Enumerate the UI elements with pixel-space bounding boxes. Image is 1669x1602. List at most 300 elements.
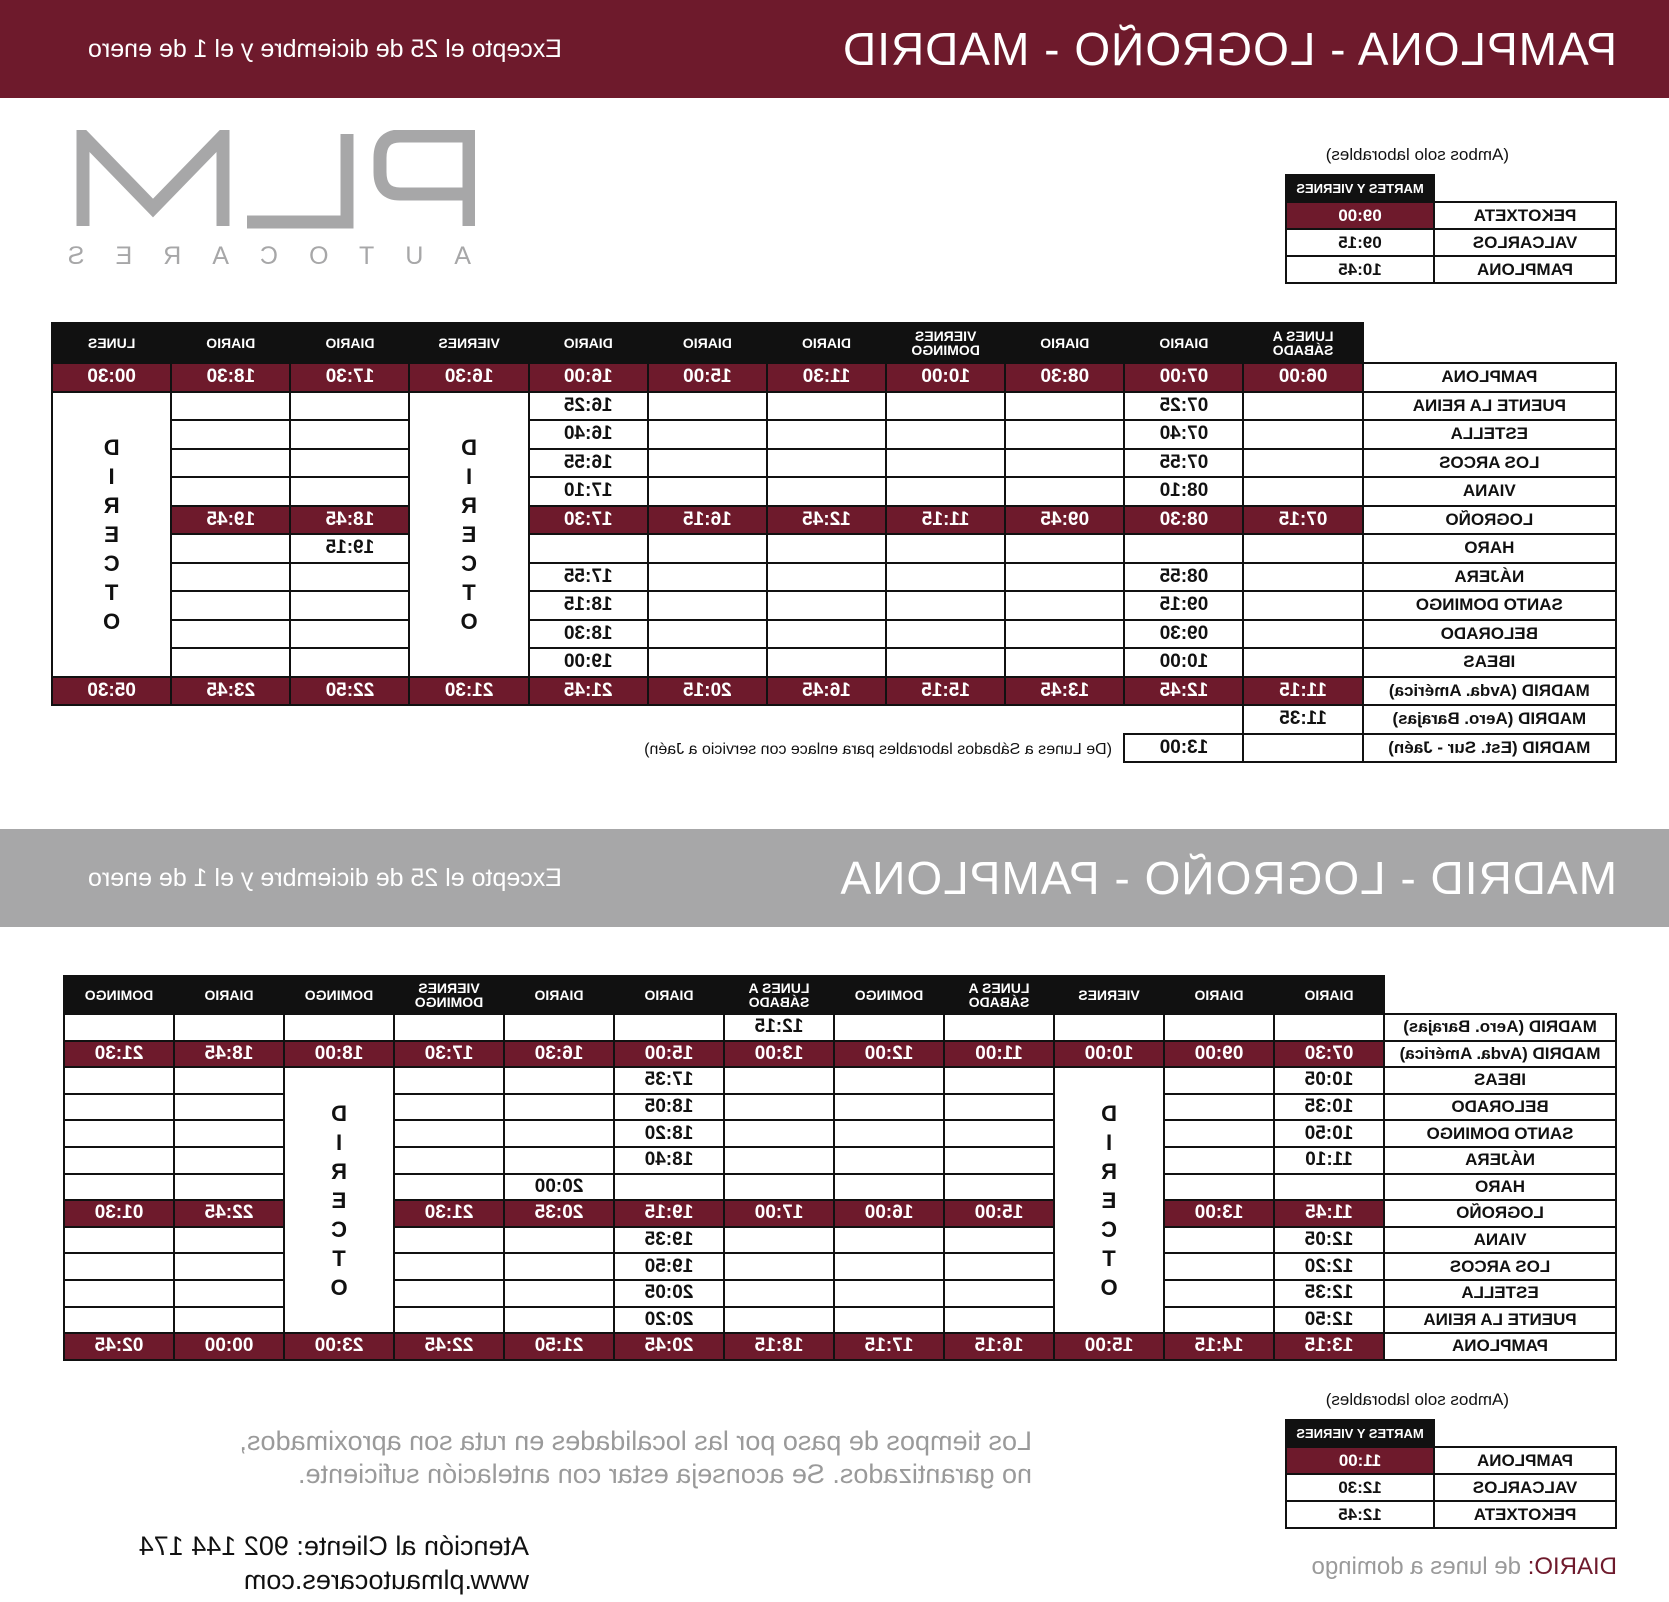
departure-time bbox=[648, 477, 767, 506]
departure-time bbox=[724, 1253, 834, 1280]
departure-time: 16:00 bbox=[529, 363, 648, 392]
departure-time: 18:30 bbox=[171, 363, 290, 392]
departure-time: 13:00 bbox=[1124, 734, 1243, 763]
departure-time: 19:00 bbox=[529, 648, 648, 677]
departure-time bbox=[394, 1280, 504, 1307]
departure-time: 19:15 bbox=[614, 1200, 724, 1227]
departure-time bbox=[1005, 534, 1124, 563]
stop-name: LOGROÑO bbox=[1363, 506, 1616, 535]
departure-time: 16:30 bbox=[410, 363, 529, 392]
mini-top-stop: PEKOTXETA bbox=[1434, 202, 1616, 229]
departure-time bbox=[1243, 477, 1362, 506]
departure-time bbox=[886, 648, 1005, 677]
departure-time bbox=[1243, 620, 1362, 649]
departure-time bbox=[886, 477, 1005, 506]
departure-time bbox=[394, 1067, 504, 1094]
direct-letter: D bbox=[331, 1100, 347, 1126]
departure-time: 21:30 bbox=[64, 1041, 174, 1068]
departure-time: 01:30 bbox=[64, 1200, 174, 1227]
departure-time: 18:15 bbox=[724, 1333, 834, 1360]
departure-time bbox=[1054, 1014, 1164, 1041]
departure-time bbox=[1005, 648, 1124, 677]
departure-time bbox=[174, 1253, 284, 1280]
departure-time: 18:20 bbox=[614, 1120, 724, 1147]
direct-label bbox=[53, 433, 170, 636]
schedule-header: VIERNES DOMINGO bbox=[886, 323, 1005, 363]
departure-time bbox=[1005, 449, 1124, 478]
departure-time bbox=[290, 420, 409, 449]
direct-letter: T bbox=[462, 579, 476, 605]
departure-time bbox=[529, 534, 648, 563]
departure-time bbox=[834, 1014, 944, 1041]
direct-letter: T bbox=[104, 579, 119, 605]
schedule-header: DIARIO bbox=[767, 323, 886, 363]
departure-time: 21:45 bbox=[529, 677, 648, 706]
departure-time bbox=[290, 620, 409, 649]
direct-letter: C bbox=[1101, 1216, 1117, 1242]
departure-time bbox=[174, 1174, 284, 1201]
departure-time: 22:50 bbox=[290, 677, 409, 706]
departure-time bbox=[1243, 534, 1362, 563]
stop-name: PUENTE LA REINA bbox=[1363, 392, 1616, 421]
schedule-header: DIARIO bbox=[504, 976, 614, 1014]
mini-top-time: 09:15 bbox=[1286, 229, 1434, 256]
stop-name: ESTELLA bbox=[1384, 1280, 1616, 1307]
direct-letter: R bbox=[1101, 1158, 1117, 1184]
departure-time: 05:30 bbox=[52, 677, 171, 706]
stop-name: VIANA bbox=[1384, 1227, 1616, 1254]
departure-time bbox=[171, 420, 290, 449]
mini-bottom-stop: PAMPLONA bbox=[1434, 1447, 1616, 1474]
departure-time: 13:15 bbox=[1274, 1333, 1384, 1360]
departure-time: 19:50 bbox=[614, 1253, 724, 1280]
departure-time: 16:30 bbox=[504, 1041, 614, 1068]
departure-time bbox=[648, 591, 767, 620]
departure-time: 12:50 bbox=[1274, 1307, 1384, 1334]
departure-time: 23:00 bbox=[284, 1333, 394, 1360]
departure-time bbox=[834, 1307, 944, 1334]
departure-time: 21:30 bbox=[410, 677, 529, 706]
stop-name: IBEAS bbox=[1384, 1067, 1616, 1094]
mini-top-stop: PAMPLONA bbox=[1434, 256, 1616, 283]
direct-letter: C bbox=[103, 550, 120, 576]
departure-time bbox=[394, 1014, 504, 1041]
direct-letter: D bbox=[103, 434, 120, 460]
top-route-note: Excepto el 25 de diciembre y el 1 de enero bbox=[88, 34, 562, 63]
departure-time: 19:35 bbox=[614, 1227, 724, 1254]
departure-time: 16:40 bbox=[529, 420, 648, 449]
departure-time bbox=[394, 1120, 504, 1147]
stop-name: NÁJERA bbox=[1384, 1147, 1616, 1174]
departure-time bbox=[944, 1307, 1054, 1334]
departure-time bbox=[64, 1280, 174, 1307]
schedule-header: DIARIO bbox=[648, 323, 767, 363]
departure-time: 21:30 bbox=[394, 1200, 504, 1227]
direct-letter: D bbox=[461, 434, 478, 460]
direct-letter: R bbox=[103, 492, 120, 518]
departure-time bbox=[724, 1280, 834, 1307]
departure-time: 15:15 bbox=[886, 677, 1005, 706]
departure-time: 12:45 bbox=[1124, 677, 1243, 706]
departure-time bbox=[1164, 1094, 1274, 1121]
direct-letter: I bbox=[335, 1129, 343, 1155]
departure-time bbox=[504, 1253, 614, 1280]
departure-time: 20:45 bbox=[614, 1333, 724, 1360]
jaen-note: (De Lunes a Sábados laborables para enlace con servicio a Jaén) bbox=[644, 741, 1112, 758]
stop-name: MADRID (Avda. América) bbox=[1384, 1041, 1616, 1068]
departure-time bbox=[174, 1120, 284, 1147]
direct-letter: I bbox=[108, 463, 115, 489]
departure-time: 16:25 bbox=[529, 392, 648, 421]
departure-time bbox=[767, 449, 886, 478]
direct-letter: O bbox=[1100, 1274, 1118, 1300]
stop-name: HARO bbox=[1363, 534, 1616, 563]
departure-time bbox=[767, 420, 886, 449]
stop-name: MADRID (Aero. Barajas) bbox=[1384, 1014, 1616, 1041]
departure-time bbox=[1243, 591, 1362, 620]
direct-letter: E bbox=[331, 1187, 347, 1213]
departure-time bbox=[174, 1227, 284, 1254]
direct-service-cell bbox=[410, 392, 529, 677]
departure-time: 10:05 bbox=[1274, 1067, 1384, 1094]
departure-time bbox=[64, 1120, 174, 1147]
departure-time bbox=[724, 1307, 834, 1334]
departure-time: 10:00 bbox=[1124, 648, 1243, 677]
departure-time bbox=[171, 620, 290, 649]
customer-service-phone: Atención al Cliente: 902 144 174 bbox=[138, 1531, 529, 1561]
departure-time bbox=[648, 392, 767, 421]
departure-time bbox=[648, 420, 767, 449]
departure-time bbox=[64, 1253, 174, 1280]
schedule-header: VIERNES DOMINGO bbox=[394, 976, 504, 1014]
departure-time bbox=[171, 534, 290, 563]
direct-letter: O bbox=[460, 608, 478, 634]
departure-time bbox=[1164, 1307, 1274, 1334]
logo-subtitle: AUTOCARES bbox=[36, 242, 471, 270]
departure-time: 07:55 bbox=[1124, 449, 1243, 478]
departure-time: 12:00 bbox=[834, 1041, 944, 1068]
departure-time: 11:30 bbox=[767, 363, 886, 392]
departure-time bbox=[1164, 1014, 1274, 1041]
schedule-header: VIERNES bbox=[410, 323, 529, 363]
departure-time bbox=[724, 1227, 834, 1254]
departure-time: 17:35 bbox=[614, 1067, 724, 1094]
departure-time: 10:00 bbox=[1054, 1041, 1164, 1068]
departure-time: 16:15 bbox=[944, 1333, 1054, 1360]
mini-bottom-caption: (Ambos solo laborables) bbox=[1325, 1390, 1509, 1409]
departure-time bbox=[1005, 477, 1124, 506]
departure-time bbox=[171, 563, 290, 592]
departure-time bbox=[504, 1014, 614, 1041]
direct-letter: T bbox=[1102, 1245, 1116, 1271]
departure-time: 10:35 bbox=[1274, 1094, 1384, 1121]
departure-time bbox=[1124, 534, 1243, 563]
departure-time bbox=[944, 1120, 1054, 1147]
mini-bottom-time: 12:45 bbox=[1286, 1501, 1434, 1528]
stop-name: PAMPLONA bbox=[1363, 363, 1616, 392]
departure-time: 00:30 bbox=[52, 363, 171, 392]
departure-time bbox=[64, 1307, 174, 1334]
departure-time bbox=[171, 449, 290, 478]
departure-time bbox=[1005, 591, 1124, 620]
departure-time bbox=[834, 1067, 944, 1094]
direct-letter: C bbox=[331, 1216, 347, 1242]
departure-time: 17:30 bbox=[529, 506, 648, 535]
schedule-header: LUNES bbox=[52, 323, 171, 363]
departure-time bbox=[1005, 420, 1124, 449]
departure-time bbox=[767, 648, 886, 677]
departure-time: 08:30 bbox=[1005, 363, 1124, 392]
schedule-header: DOMINGO bbox=[834, 976, 944, 1014]
stop-name: BELORADO bbox=[1384, 1094, 1616, 1121]
departure-time: 16:15 bbox=[648, 506, 767, 535]
top-route-title: PAMPLONA - LOGROÑO - MADRID bbox=[841, 23, 1617, 75]
direct-letter: O bbox=[330, 1274, 348, 1300]
departure-time bbox=[886, 449, 1005, 478]
direct-letter: I bbox=[1105, 1129, 1113, 1155]
departure-time bbox=[834, 1227, 944, 1254]
departure-time bbox=[174, 1307, 284, 1334]
departure-time: 12:05 bbox=[1274, 1227, 1384, 1254]
departure-time bbox=[724, 1094, 834, 1121]
departure-time bbox=[1274, 1014, 1384, 1041]
stop-name: HARO bbox=[1384, 1174, 1616, 1201]
schedule-header: DOMINGO bbox=[64, 976, 174, 1014]
stop-name: PUENTE LA REINA bbox=[1384, 1307, 1616, 1334]
mini-top-caption: (Ambos solo laborables) bbox=[1325, 145, 1509, 164]
departure-time bbox=[648, 563, 767, 592]
departure-time: 12:15 bbox=[724, 1014, 834, 1041]
departure-time bbox=[504, 1227, 614, 1254]
departure-time: 19:15 bbox=[290, 534, 409, 563]
departure-time: 18:45 bbox=[290, 506, 409, 535]
departure-time: 21:50 bbox=[504, 1333, 614, 1360]
mini-top-table bbox=[1285, 174, 1617, 284]
footer-note-line2: no garantizados. Se aconseja estar con antelación suficiente. bbox=[298, 1459, 1032, 1489]
mini-top-time: 09:00 bbox=[1286, 202, 1434, 229]
departure-time bbox=[834, 1253, 944, 1280]
stop-name: MADRID (Est. Sur - Jaén) bbox=[1363, 734, 1616, 763]
stop-name: IBEAS bbox=[1363, 648, 1616, 677]
departure-time bbox=[284, 1014, 394, 1041]
mini-bottom-stop: VALCARLOS bbox=[1434, 1474, 1616, 1501]
direct-label bbox=[411, 433, 528, 636]
departure-time bbox=[174, 1014, 284, 1041]
departure-time bbox=[614, 1174, 724, 1201]
departure-time bbox=[886, 591, 1005, 620]
departure-time: 22:45 bbox=[394, 1333, 504, 1360]
departure-time: 09:45 bbox=[1005, 506, 1124, 535]
bottom-route-banner bbox=[0, 829, 1669, 927]
departure-time bbox=[171, 392, 290, 421]
departure-time: 07:40 bbox=[1124, 420, 1243, 449]
direct-letter: E bbox=[1101, 1187, 1117, 1213]
departure-time: 18:45 bbox=[174, 1041, 284, 1068]
departure-time bbox=[944, 1094, 1054, 1121]
stop-name: LOS ARCOS bbox=[1363, 449, 1616, 478]
departure-time: 17:55 bbox=[529, 563, 648, 592]
departure-time: 15:00 bbox=[648, 363, 767, 392]
departure-time bbox=[64, 1014, 174, 1041]
departure-time bbox=[1243, 420, 1362, 449]
departure-time: 02:45 bbox=[64, 1333, 174, 1360]
departure-time: 09:15 bbox=[1124, 591, 1243, 620]
direct-label bbox=[285, 1099, 393, 1302]
departure-time bbox=[886, 420, 1005, 449]
departure-time: 10:00 bbox=[886, 363, 1005, 392]
schedule-header: LUNES A SÁBADO bbox=[1243, 323, 1362, 363]
schedule-header: DIARIO bbox=[1124, 323, 1243, 363]
mini-bottom-stop: PEKOTXETA bbox=[1434, 1501, 1616, 1528]
departure-time: 18:30 bbox=[529, 620, 648, 649]
departure-time: 12:35 bbox=[1274, 1280, 1384, 1307]
direct-letter: T bbox=[332, 1245, 346, 1271]
departure-time: 20:00 bbox=[504, 1174, 614, 1201]
departure-time: 13:45 bbox=[1005, 677, 1124, 706]
schedule-header: DIARIO bbox=[1274, 976, 1384, 1014]
bottom-route-note: Excepto el 25 de diciembre y el 1 de enero bbox=[88, 863, 562, 892]
departure-time: 11:00 bbox=[944, 1041, 1054, 1068]
stop-name: SANTO DOMINGO bbox=[1363, 591, 1616, 620]
stop-name: NÁJERA bbox=[1363, 563, 1616, 592]
mini-top-stop: VALCARLOS bbox=[1434, 229, 1616, 256]
departure-time: 18:00 bbox=[284, 1041, 394, 1068]
stop-name: BELORADO bbox=[1363, 620, 1616, 649]
schedule-header: DIARIO bbox=[1164, 976, 1274, 1014]
departure-time bbox=[886, 563, 1005, 592]
departure-time: 08:55 bbox=[1124, 563, 1243, 592]
departure-time bbox=[944, 1147, 1054, 1174]
departure-time: 10:50 bbox=[1274, 1120, 1384, 1147]
departure-time bbox=[1243, 449, 1362, 478]
departure-time: 18:15 bbox=[529, 591, 648, 620]
departure-time: 11:15 bbox=[886, 506, 1005, 535]
departure-time bbox=[834, 1147, 944, 1174]
mini-top-header: MARTES Y VIERNES bbox=[1286, 175, 1434, 202]
mini-bottom-time: 11:00 bbox=[1286, 1447, 1434, 1474]
departure-time bbox=[1005, 392, 1124, 421]
plm-logo bbox=[36, 130, 475, 280]
departure-time bbox=[504, 1147, 614, 1174]
departure-time bbox=[504, 1280, 614, 1307]
schedule-header: DIARIO bbox=[614, 976, 724, 1014]
direct-letter: O bbox=[103, 608, 121, 634]
departure-time: 09:30 bbox=[1124, 620, 1243, 649]
departure-time bbox=[614, 1014, 724, 1041]
stop-name: SANTO DOMINGO bbox=[1384, 1120, 1616, 1147]
departure-time bbox=[174, 1067, 284, 1094]
departure-time: 20:05 bbox=[614, 1280, 724, 1307]
departure-time bbox=[834, 1120, 944, 1147]
departure-time bbox=[834, 1174, 944, 1201]
departure-time bbox=[724, 1174, 834, 1201]
departure-time bbox=[394, 1174, 504, 1201]
departure-time bbox=[648, 620, 767, 649]
departure-time: 16:00 bbox=[834, 1200, 944, 1227]
departure-time bbox=[64, 1227, 174, 1254]
departure-time bbox=[767, 534, 886, 563]
contact-block bbox=[139, 1529, 529, 1597]
departure-time bbox=[1164, 1227, 1274, 1254]
schedule-header: VIERNES bbox=[1054, 976, 1164, 1014]
departure-time bbox=[886, 534, 1005, 563]
direct-letter: C bbox=[461, 550, 478, 576]
departure-time: 16:45 bbox=[767, 677, 886, 706]
departure-time bbox=[171, 591, 290, 620]
departure-time bbox=[767, 392, 886, 421]
departure-time bbox=[834, 1094, 944, 1121]
departure-time: 08:10 bbox=[1124, 477, 1243, 506]
departure-time bbox=[64, 1067, 174, 1094]
departure-time: 15:00 bbox=[1054, 1333, 1164, 1360]
departure-time: 13:00 bbox=[724, 1041, 834, 1068]
departure-time: 11:35 bbox=[1243, 705, 1362, 734]
direct-letter: E bbox=[461, 521, 477, 547]
direct-letter: R bbox=[331, 1158, 347, 1184]
departure-time bbox=[886, 392, 1005, 421]
direct-letter: I bbox=[466, 463, 473, 489]
departure-time bbox=[64, 1174, 174, 1201]
legend bbox=[1312, 1553, 1618, 1581]
departure-time bbox=[504, 1307, 614, 1334]
departure-time bbox=[1164, 1253, 1274, 1280]
bottom-schedule-table bbox=[63, 975, 1617, 1361]
departure-time: 20:35 bbox=[504, 1200, 614, 1227]
departure-time: 09:00 bbox=[1164, 1041, 1274, 1068]
mini-top-time: 10:45 bbox=[1286, 256, 1434, 283]
departure-time bbox=[944, 1253, 1054, 1280]
direct-letter: E bbox=[104, 521, 119, 547]
departure-time: 00:00 bbox=[174, 1333, 284, 1360]
departure-time bbox=[1164, 1147, 1274, 1174]
departure-time: 17:30 bbox=[290, 363, 409, 392]
departure-time: 17:15 bbox=[834, 1333, 944, 1360]
departure-time: 13:00 bbox=[1164, 1200, 1274, 1227]
direct-service-cell bbox=[284, 1067, 394, 1333]
departure-time bbox=[394, 1094, 504, 1121]
departure-time bbox=[290, 392, 409, 421]
stop-name: ESTELLA bbox=[1363, 420, 1616, 449]
stop-name: MADRID (Aero. Barajas) bbox=[1363, 705, 1616, 734]
departure-time bbox=[648, 449, 767, 478]
departure-time bbox=[944, 1014, 1054, 1041]
departure-time bbox=[1243, 734, 1362, 763]
departure-time bbox=[394, 1227, 504, 1254]
departure-time: 20:15 bbox=[648, 677, 767, 706]
departure-time bbox=[1274, 1174, 1384, 1201]
departure-time: 19:45 bbox=[171, 506, 290, 535]
departure-time bbox=[290, 449, 409, 478]
website-link[interactable]: www.plmautocares.com bbox=[243, 1565, 529, 1595]
departure-time: 11:15 bbox=[1243, 677, 1362, 706]
departure-time bbox=[1164, 1280, 1274, 1307]
departure-time: 23:45 bbox=[171, 677, 290, 706]
departure-time bbox=[64, 1147, 174, 1174]
schedule-header: DIARIO bbox=[171, 323, 290, 363]
departure-time bbox=[648, 648, 767, 677]
departure-time: 15:00 bbox=[944, 1200, 1054, 1227]
footer-note-line1: Los tiempos de paso por las localidades en ruta son aproximados, bbox=[239, 1426, 1032, 1456]
departure-time bbox=[504, 1094, 614, 1121]
departure-time: 11:10 bbox=[1274, 1147, 1384, 1174]
departure-time bbox=[724, 1067, 834, 1094]
departure-time bbox=[767, 591, 886, 620]
departure-time bbox=[1164, 1174, 1274, 1201]
schedule-header: DIARIO bbox=[290, 323, 409, 363]
departure-time: 12:20 bbox=[1274, 1253, 1384, 1280]
schedule-header: DIARIO bbox=[1005, 323, 1124, 363]
departure-time bbox=[886, 620, 1005, 649]
